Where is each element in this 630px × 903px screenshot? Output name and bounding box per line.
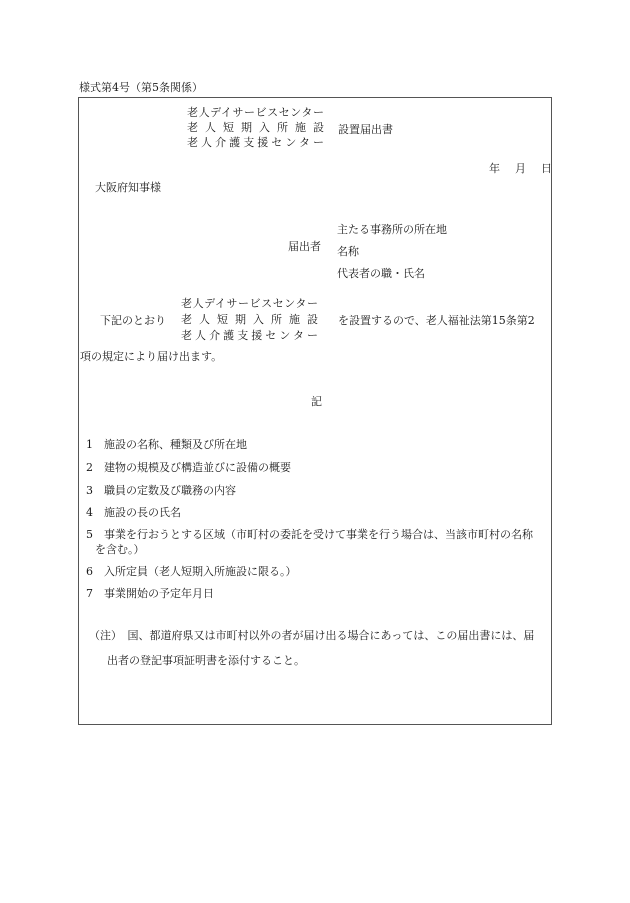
item-7: 7 事業開始の予定年月日 [86,587,214,600]
statement-continuation: 項の規定により届け出ます。 [80,350,223,363]
ki-heading: 記 [311,395,322,408]
item-2: 2 建物の規模及び構造並びに設備の概要 [86,461,291,474]
statement-type-short-stay: 老人短期入所施設 [181,313,318,326]
header-facility-types [187,105,324,150]
item-4: 4 施設の長の氏名 [86,506,181,519]
item-5: 5 事業を行おうとする区域（市町村の委託を受けて事業を行う場合は、当該市町村の名称 [86,528,533,541]
item-1: 1 施設の名称、種類及び所在地 [86,438,247,451]
statement-type-day-service: 老人デイサービスセンター [181,297,318,310]
note-line-1: （注） 国、都道府県又は市町村以外の者が届け出る場合にあっては、この届出書には、届 [89,629,535,642]
note-line-2: 出者の登記事項証明書を添付すること。 [107,654,305,667]
facility-type-care-support: 老人介護支援センター [187,136,324,149]
applicant-label: 届出者 [288,240,321,253]
item-5-continuation: を含む。） [95,543,145,556]
applicant-field-name: 名称 [337,245,359,258]
addressee: 大阪府知事様 [95,181,161,194]
statement-prefix: 下記のとおり [100,314,166,327]
date-line: 年 月 日 [489,162,554,175]
facility-type-short-stay: 老人短期入所施設 [187,121,324,134]
applicant-field-representative: 代表者の職・氏名 [337,267,425,280]
item-6: 6 入所定員（老人短期入所施設に限る。） [86,565,297,578]
statement-type-care-support: 老人介護支援センター [181,329,318,342]
applicant-field-address: 主たる事務所の所在地 [337,223,447,236]
form-number-label: 様式第4号（第5条関係） [79,81,203,94]
document-title: 設置届出書 [338,123,393,136]
applicant-fields [337,219,447,285]
facility-type-day-service: 老人デイサービスセンター [187,106,324,119]
statement-facility-types [181,296,318,344]
statement-suffix: を設置するので、老人福祉法第15条第2 [338,314,535,327]
item-3: 3 職員の定数及び職務の内容 [86,484,236,497]
